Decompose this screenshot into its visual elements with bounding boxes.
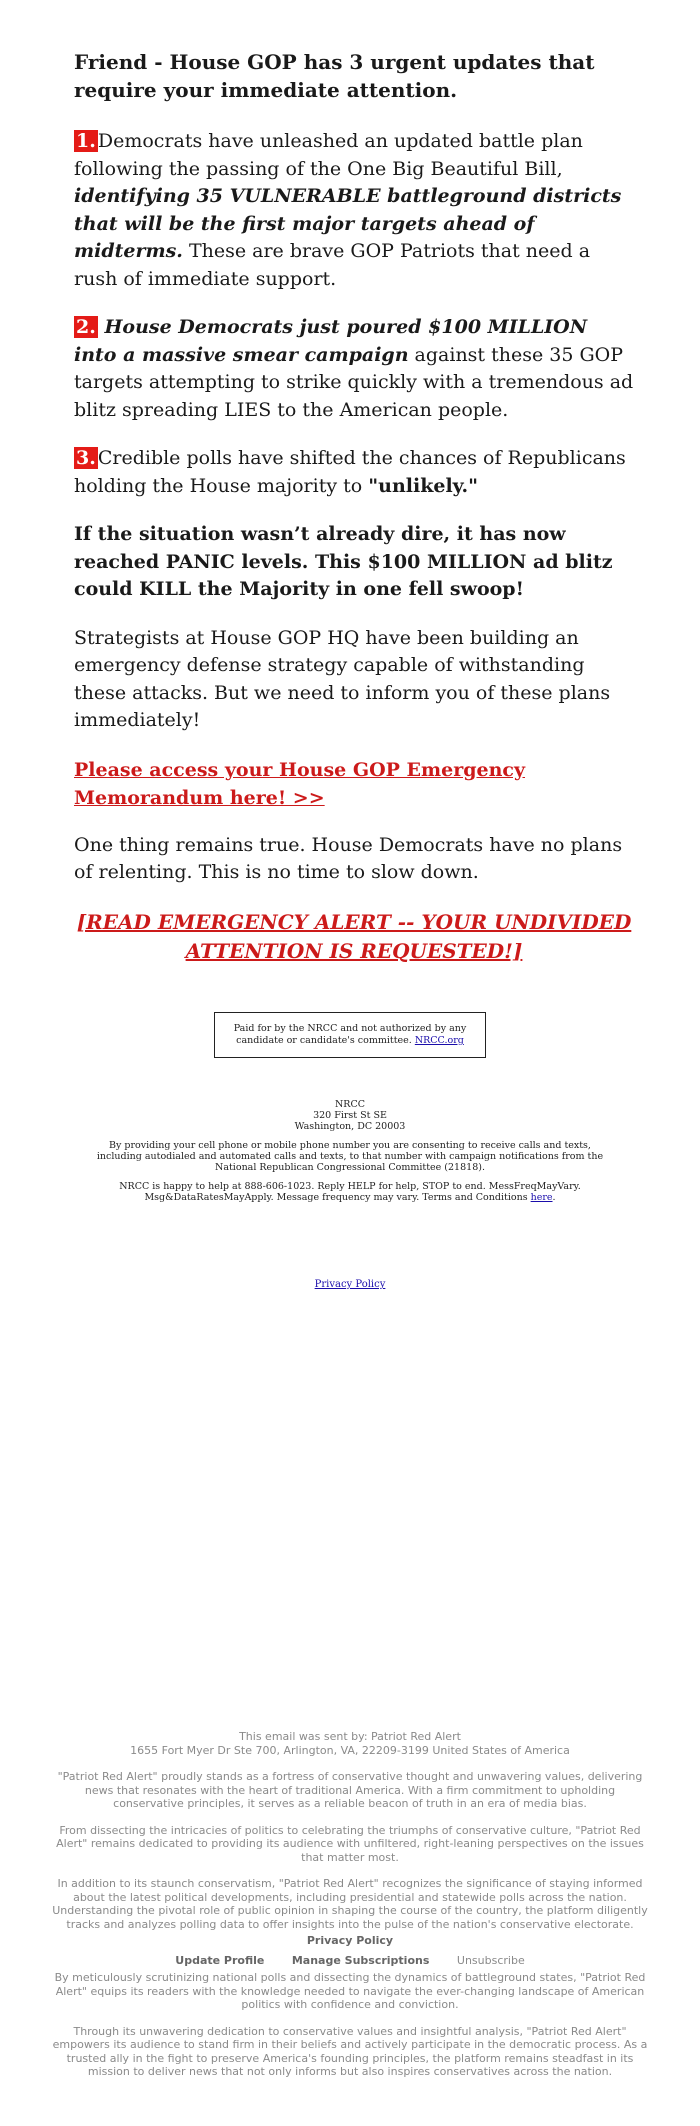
panic-paragraph: If the situation wasn’t already dire, it has now reached PANIC levels. This $100 MILLION ad blitz could KILL the Majority in one fell swoop! (74, 523, 613, 600)
footer-paragraph-4: By meticulously scrutinizing national polls and dissecting the dynamics of battleground states, "Patriot Red Alert" equips its readers with the knowledge needed to navigate the ever-changing landscape of American politics with confidence and conviction. (54, 1971, 646, 2011)
footer-paragraph-2: From dissecting the intricacies of politics to celebrating the triumphs of conservative culture, "Patriot Red Alert" remains dedicated to providing its audience with unfiltered, right-leaning perspectives on the issues that matter most. (56, 1823, 644, 1864)
update-3-emphasis: "unlikely." (368, 474, 479, 497)
terms-period: . (552, 1192, 556, 1203)
sent-by: This email was sent by: Patriot Red Alert (239, 1730, 461, 1743)
help-statement: NRCC is happy to help at 888-606-1023. Reply HELP for help, STOP to end. MessFreqMayVary. Msg&DataRatesMayApply. Message frequency may vary. Terms and Conditions (119, 1181, 581, 1203)
sender-address: 1655 Fort Myer Dr Ste 700, Arlington, VA, 22209-3199 United States of America (130, 1743, 570, 1757)
paid-for-text (215, 1023, 485, 1047)
update-2-text: against these 35 GOP targets attempting to strike quickly with a tremendous ad blitz spreading LIES to the American people. (74, 343, 634, 421)
update-3-number: 3. (76, 447, 96, 469)
strategists-paragraph: Strategists at House GOP HQ have been building an emergency defense strategy capable of withstanding these attacks. But we need to inform you of these plans immediately! (74, 626, 611, 731)
manage-subscriptions-link[interactable]: Manage Subscriptions (291, 1953, 430, 1967)
footer-paragraph-5: Through its unwavering dedication to conservative values and insightful analysis, "Patriot Red Alert" empowers its audience to stand firm in their beliefs and actively participate in the democratic process. As a trusted ally in the fight to preserve America's founding principles, the platform remains steadfast in its mission to deliver news that not only informs but also inspires conservatives across the nation. (52, 2024, 648, 2078)
email-body (74, 48, 634, 966)
paid-for-statement: Paid for by the NRCC and not authorized by any candidate or candidate's committee. (233, 1023, 467, 1046)
one-thing-paragraph: One thing remains true. House Democrats have no plans of relenting. This is no time to slow down. (74, 833, 623, 883)
terms-link[interactable]: here (530, 1192, 553, 1203)
nrcc-disclaimer (95, 1099, 605, 1211)
update-2 (74, 314, 634, 424)
update-3-text: Credible polls have shifted the chances of Republicans holding the House majority to (74, 447, 626, 497)
update-3 (74, 445, 634, 500)
nrcc-privacy (0, 1279, 700, 1290)
nrcc-address (95, 1099, 605, 1132)
sender-footer (50, 1730, 650, 2092)
consent-text: By providing your cell phone or mobile phone number you are consenting to receive calls and texts, including autodialed and automated calls and texts, to that number with campaign notifications from the National Republican Congressional Committee (21818). (96, 1140, 604, 1173)
headline: Friend - House GOP has 3 urgent updates that require your immediate attention. (74, 50, 595, 102)
memorandum-link[interactable]: Please access your House GOP Emergency Memorandum here! >> (74, 758, 525, 809)
update-1 (74, 128, 634, 293)
footer-privacy-link[interactable]: Privacy Policy (306, 1934, 394, 1947)
update-profile-link[interactable]: Update Profile (175, 1953, 265, 1967)
update-1-number: 1. (76, 130, 96, 152)
update-1-emphasis: identifying 35 VULNERABLE battleground districts that will be the first major targets ahead of midterms. (74, 185, 622, 262)
paid-for-box (214, 1012, 486, 1058)
unsubscribe-link[interactable]: Unsubscribe (456, 1953, 525, 1967)
nrcc-org-link[interactable]: NRCC.org (414, 1035, 464, 1046)
update-2-number: 2. (76, 316, 96, 338)
footer-paragraph-1: "Patriot Red Alert" proudly stands as a fortress of conservative thought and unwavering values, delivering news that resonates with the heart of traditional America. With a firm commitment to upholding conservative principles, it serves as a reliable beacon of truth in an era of media bias. (57, 1770, 643, 1810)
emergency-alert-link[interactable]: [READ EMERGENCY ALERT -- YOUR UNDIVIDED ATTENTION IS REQUESTED!] (76, 909, 632, 963)
update-1-text-a: Democrats have unleashed an updated battle plan following the passing of the One Big Beautiful Bill, (74, 130, 583, 180)
update-1-text-b: These are brave GOP Patriots that need a rush of immediate support. (74, 240, 591, 290)
footer-paragraph-3: In addition to its staunch conservatism, "Patriot Red Alert" recognizes the significance of staying informed about the latest political developments, including presidential and statewide polls across the nation. Understanding the pivotal role of public opinion in shaping the course of the country, the platform diligently tracks and analyzes polling data to offer insights into the pulse of the nation's conservative electorate. (52, 1877, 648, 1931)
help-text (95, 1181, 605, 1203)
nrcc-privacy-link[interactable]: Privacy Policy (314, 1279, 386, 1290)
nrcc-street: 320 First St SE (313, 1110, 387, 1121)
footer-links (50, 1954, 650, 1968)
sender-info (50, 1730, 650, 1757)
nrcc-city: Washington, DC 20003 (294, 1121, 406, 1132)
update-2-emphasis: House Democrats just poured $100 MILLION into a massive smear campaign (74, 316, 588, 366)
nrcc-org: NRCC (334, 1099, 365, 1110)
